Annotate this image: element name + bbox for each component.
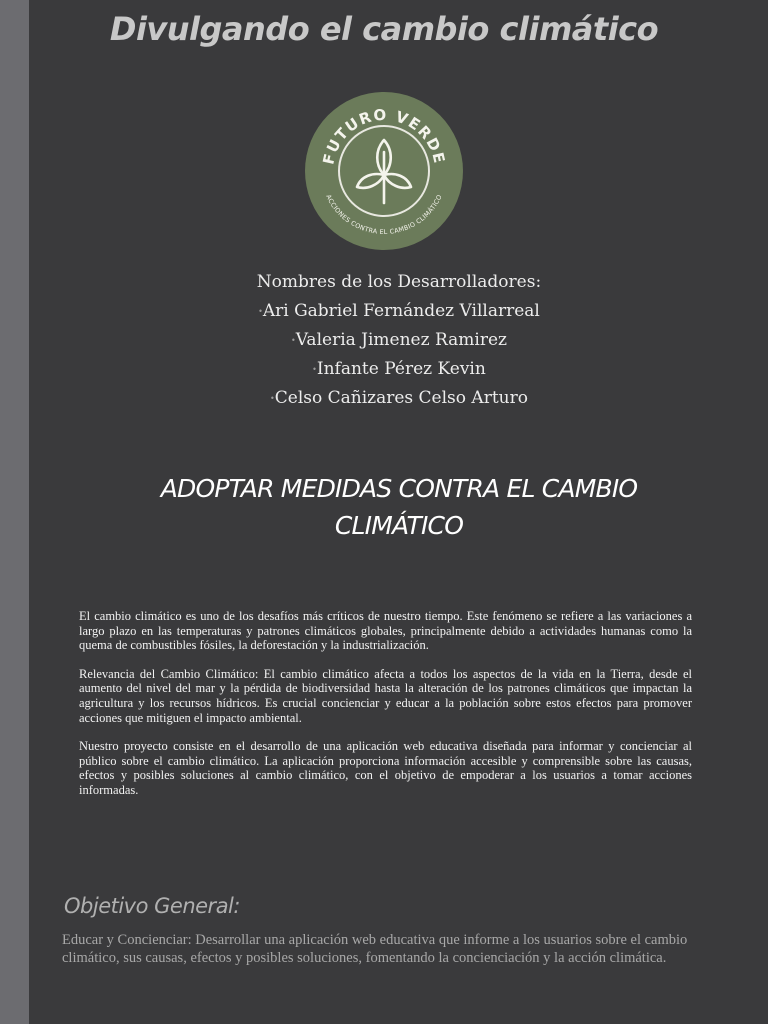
body-paragraph: Nuestro proyecto consiste en el desarrollo de una aplicación web educativa diseñada para informar y concienciar al público sobre el cambio climático. La aplicación proporciona información accesible y comprensible sobre las causas, efectos y posibles soluciones al cambio climático, con el objetivo de empoderar a los usuarios a tomar acciones informadas. <box>79 739 692 797</box>
site-title: Divulgando el cambio climático <box>109 10 659 48</box>
futuro-verde-logo <box>303 90 465 252</box>
body-paragraph: Relevancia del Cambio Climático: El cambio climático afecta a todos los aspectos de la vida en la Tierra, desde el aumento del nivel del mar y la pérdida de biodiversidad hasta la alteración de los patrones climáticos que impactan la agricultura y los recursos hídricos. Es crucial concienciar y educar a la población sobre estos efectos para promover acciones que mitiguen el impacto ambiental. <box>79 666 692 725</box>
objective-text: Educar y Concienciar: Desarrollar una aplicación web educativa que informe a los usuarios sobre el cambio climático, sus causas, efectos y posibles soluciones, fomentando la concienciación y la acción climática. <box>62 932 688 966</box>
developer-item: •Ari Gabriel Fernández Villarreal <box>258 301 540 321</box>
developers-list <box>29 268 768 413</box>
bullet-icon: • <box>291 336 296 345</box>
developer-item: •Infante Pérez Kevin <box>312 359 486 379</box>
main-heading: ADOPTAR MEDIDAS CONTRA EL CAMBIO CLIMÁTICO <box>160 474 638 540</box>
logo-brand-text: FUTURO VERDE <box>319 105 449 167</box>
body-paragraph: El cambio climático es uno de los desafíos más críticos de nuestro tiempo. Este fenómeno se refiere a las variaciones a largo plazo en las temperaturas y patrones climáticos globales, principalmente debido a actividades humanas como la quema de combustibles fósiles, la deforestación y la industrialización. <box>79 609 692 653</box>
logo-tagline-text: ACCIONES CONTRA EL CAMBIO CLIMÁTICO <box>324 193 444 237</box>
logo-emblem <box>303 90 465 252</box>
developer-item: •Valeria Jimenez Ramirez <box>291 330 507 350</box>
objective-heading: Objetivo General: <box>64 894 240 918</box>
developer-item: •Celso Cañizares Celso Arturo <box>270 388 528 408</box>
body-text <box>79 609 692 812</box>
left-sidebar-strip <box>0 0 29 1024</box>
page-content <box>29 0 768 1024</box>
developers-heading: Nombres de los Desarrolladores: <box>256 272 542 292</box>
bullet-icon: • <box>312 365 317 374</box>
bullet-icon: • <box>258 307 263 316</box>
bullet-icon: • <box>270 394 275 403</box>
